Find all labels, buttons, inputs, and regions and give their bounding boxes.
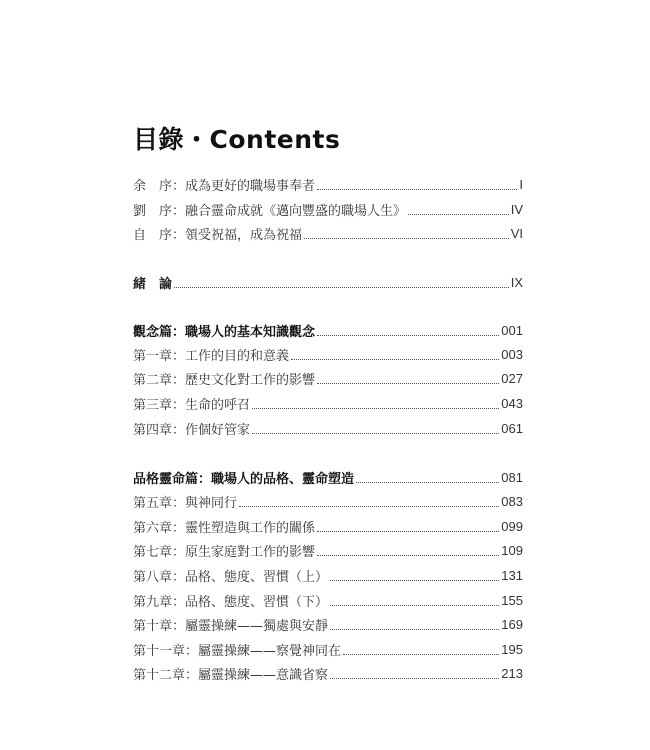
entry-page: 083 xyxy=(501,493,523,509)
entry-label: 劉 序：融合靈命成就《邁向豐盛的職場人生》 xyxy=(133,203,407,219)
entry-label: 觀念篇：職場人的基本知識觀念 xyxy=(133,324,316,340)
entry-page: 213 xyxy=(501,665,523,681)
toc-entry-preface-author[interactable] xyxy=(133,222,523,244)
dot-leader xyxy=(330,566,499,581)
dot-leader xyxy=(252,394,499,409)
dot-leader xyxy=(304,224,509,239)
entry-page: IX xyxy=(510,274,523,290)
toc-entry-chapter-11[interactable] xyxy=(133,638,523,660)
dot-leader xyxy=(317,321,499,336)
entry-label: 自 序：領受祝福，成為祝福 xyxy=(133,227,303,243)
dot-leader xyxy=(317,369,499,384)
entry-label: 第三章：生命的呼召 xyxy=(133,397,251,413)
entry-page: 061 xyxy=(501,420,523,436)
entry-page: 003 xyxy=(501,346,523,362)
entry-label: 第五章：與神同行 xyxy=(133,495,238,511)
toc-entry-chapter-9[interactable] xyxy=(133,589,523,611)
dot-leader xyxy=(174,273,509,288)
entry-label: 第十一章：屬靈操練——察覺神同在 xyxy=(133,643,342,659)
toc-entry-preface-yu[interactable] xyxy=(133,173,523,195)
entry-page: 043 xyxy=(501,395,523,411)
entry-page: 169 xyxy=(501,616,523,632)
entry-label: 余 序：成為更好的職場事奉者 xyxy=(133,178,316,194)
entry-page: VI xyxy=(510,225,523,241)
dot-leader xyxy=(239,492,499,507)
entry-page: I xyxy=(519,176,523,192)
entry-page: 001 xyxy=(501,322,523,338)
dot-leader xyxy=(317,517,499,532)
toc-entry-chapter-7[interactable] xyxy=(133,539,523,561)
toc-entry-chapter-3[interactable] xyxy=(133,392,523,414)
entry-label: 第九章：品格、態度、習慣（下） xyxy=(133,594,329,610)
entry-label: 第四章：作個好管家 xyxy=(133,422,251,438)
dot-leader xyxy=(252,419,499,434)
entry-label: 品格靈命篇：職場人的品格、靈命塑造 xyxy=(133,471,355,487)
entry-page: 131 xyxy=(501,567,523,583)
dot-leader xyxy=(330,591,499,606)
entry-page: 099 xyxy=(501,518,523,534)
dot-leader xyxy=(330,664,499,679)
toc-entry-chapter-1[interactable] xyxy=(133,343,523,365)
entry-label: 第十二章：屬靈操練——意識省察 xyxy=(133,667,329,683)
dot-leader xyxy=(317,541,499,556)
entry-page: 081 xyxy=(501,469,523,485)
toc-entry-chapter-4[interactable] xyxy=(133,417,523,439)
toc-entry-chapter-5[interactable] xyxy=(133,490,523,512)
toc-entry-part2[interactable] xyxy=(133,466,523,488)
toc-entry-chapter-12[interactable] xyxy=(133,662,523,684)
entry-label: 第二章：歷史文化對工作的影響 xyxy=(133,372,316,388)
dot-leader xyxy=(356,468,499,483)
toc-entry-chapter-6[interactable] xyxy=(133,515,523,537)
toc-entry-chapter-8[interactable] xyxy=(133,564,523,586)
entry-label: 第一章：工作的目的和意義 xyxy=(133,348,290,364)
entry-page: IV xyxy=(510,201,523,217)
entry-label: 第六章：靈性塑造與工作的關係 xyxy=(133,520,316,536)
toc-entry-chapter-10[interactable] xyxy=(133,613,523,635)
entry-label: 第八章：品格、態度、習慣（上） xyxy=(133,569,329,585)
dot-leader xyxy=(408,200,509,215)
entry-label: 第七章：原生家庭對工作的影響 xyxy=(133,544,316,560)
dot-leader xyxy=(291,345,499,360)
toc-entry-part1[interactable] xyxy=(133,319,523,341)
dot-leader xyxy=(317,175,517,190)
dot-leader xyxy=(343,640,499,655)
toc-entry-chapter-2[interactable] xyxy=(133,367,523,389)
entry-label: 第十章：屬靈操練——獨處與安靜 xyxy=(133,618,329,634)
entry-page: 195 xyxy=(501,641,523,657)
entry-page: 109 xyxy=(501,542,523,558)
toc-entry-preface-liu[interactable] xyxy=(133,198,523,220)
entry-page: 027 xyxy=(501,370,523,386)
entry-label: 緒 論 xyxy=(133,276,173,292)
entry-page: 155 xyxy=(501,592,523,608)
page-title: 目錄・Contents xyxy=(133,125,341,154)
dot-leader xyxy=(330,615,499,630)
toc-entry-introduction[interactable] xyxy=(133,271,523,293)
